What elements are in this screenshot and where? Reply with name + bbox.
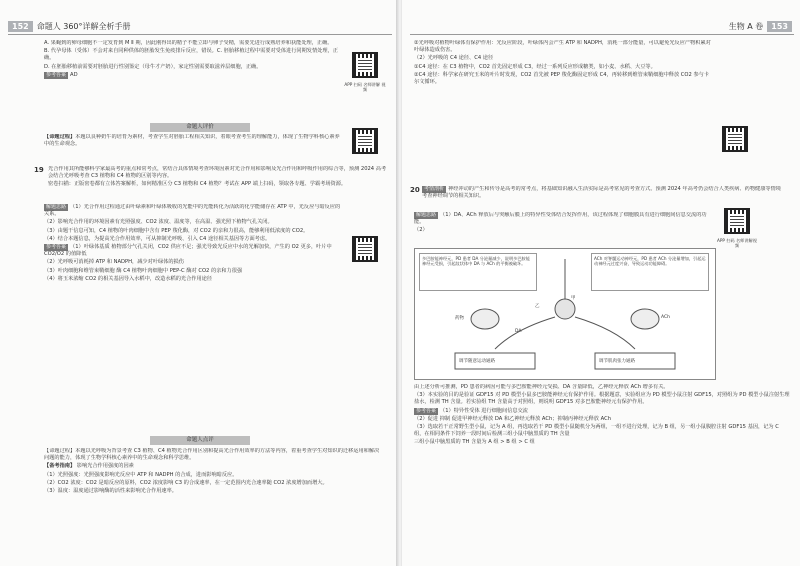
q19-intro: [48, 166, 388, 196]
answer-label: 参考答案: [46, 71, 67, 78]
left-page-number: 152: [8, 21, 33, 32]
neuron-body: [555, 299, 575, 319]
synapse-left: [471, 309, 499, 329]
qr-code-icon[interactable]: [352, 128, 378, 154]
qr-caption-right: APP 扫码 名师讲解视频: [717, 238, 757, 248]
reveal-2: （2）影响光合作用的环境因素有光照强度、CO2 浓度、温度等，在高温、强光照下植物气孔关闭。: [44, 219, 273, 226]
reveal-4: （4）结合本题信息，为提高光合作用效率，可从抑制光呼吸、引入 C4 途径相关基因等方面考虑。: [44, 235, 271, 242]
summary-banner: 命题人点评: [150, 436, 250, 445]
right-header-title: 生物 A 卷: [728, 22, 764, 31]
answer-4: （4）将玉米浓缩 CO2 的相关基因导入水稻中，改造水稻的光合作用途径: [44, 275, 213, 282]
question-20-number: 20: [410, 186, 420, 194]
backup-3: （3）温度：温度通过影响酶的活性来影响光合作用速率。: [44, 488, 177, 495]
right-page-number: 153: [767, 21, 792, 32]
backup-2: （2）CO2 浓度：CO2 是暗反应的原料，CO2 浓度影响 C3 的合成速率，在一定范围内光合速率随 CO2 浓度增加而增大。: [44, 479, 328, 486]
diagram-box-b: ACh 对脊髓运动神经元，PD 患者 ACh 分泌量增加，引起运动神经元过度兴奋，导致运动功能障碍。: [591, 253, 709, 291]
qr-caption: APP 扫码 名师讲解 视频: [344, 82, 386, 92]
option-d: D. 在胚胎移植前需要对胚胎进行性别鉴定（母牛才产奶），家定性别需要取滋养层细胞，正确。: [44, 63, 262, 70]
label-right-pathway: 调节肌肉张力通路: [599, 359, 635, 364]
option-a: A. 果蝇到的卵母细胞不一定发育到 M Ⅱ 期，因此刚得出的精子不能立即与卵子受精，需要先进行成熟培养和获能处理，正确。: [44, 40, 333, 46]
q19-text: 光合作用其所能够科学家最高考的重点和常考点，常结合具体情境考查环境因素对光合作用和影响及光合作用和呼吸作用的综合等，预测 2024 高考会结合光呼吸考查 C3 植物和 C4 植物的区别等内容。: [48, 166, 387, 180]
synapse-diagram: [414, 248, 716, 380]
answer-2: （2）光呼吸可消耗掉 ATP 和 NADPH，减少对叶绿体的损伤: [44, 259, 184, 266]
top-2: （2）光呼吸的 C4 途径、C4 途径: [414, 55, 494, 62]
evaluation-banner: 命题人评价: [150, 123, 250, 132]
top-3: ①C4 途径：在 C3 植物中，CO2 首先固定形成 C3，经过一系列反应形成糖类，如小麦、水稻、大豆等。: [414, 63, 656, 70]
eval-label: 【命题过程】: [44, 134, 76, 140]
synapse-right: [631, 309, 659, 329]
answer-right-4: 三组小鼠中脑黑质的 TH 含量为 A 组 > B 组 > C 组: [414, 439, 535, 446]
label-jia: 甲: [571, 296, 576, 301]
mid-text: 由上述分析可推测，PD 患者的病因可能与多巴胺能神经元受损、DA 含量降低，乙神经元释放 ACh 增多有关。: [414, 384, 669, 390]
q19-extra: 密卷扫描：正版密卷都有立体答案解析，如何精准区分 C3 植物和 C4 植物？考试在 APP 端上扫码，领取各专题、学霸考场资源。: [48, 181, 347, 188]
backup-title: 影响光合作用强度的因素: [76, 463, 134, 470]
label-yi: 乙: [535, 304, 540, 309]
branch-right: [575, 317, 635, 349]
reveal-block-right: [414, 212, 714, 236]
answer-label-right: 参考答案: [416, 407, 437, 414]
options-block: [44, 40, 344, 130]
answer-heading: 参考答案: [46, 244, 67, 251]
right-header: [725, 20, 792, 33]
question-19-number: 19: [34, 166, 44, 174]
reveal-1: （1）光合作用过程通过由叶绿素和叶绿体吸收的光能中的光能转化为活跃的化学能储存在 ATP 中，光反应与暗反应的关系。: [44, 204, 341, 218]
answer-right-2: （2）促进 抑制 促进甲神经元释放 DA 和乙神经元释放 ACh；抑制丙神经元释放 ACh: [414, 415, 612, 422]
answer-value: AD: [70, 71, 78, 78]
answer-3: （3）叶肉细胞和维管束鞘细胞 酶 C4 植物叶肉细胞中 PEP-C 酶对 CO2 的亲和力很强: [44, 267, 243, 274]
reveal-block: [44, 204, 344, 354]
label-da: DA: [515, 329, 522, 334]
q20-intro: [422, 186, 782, 210]
answer-right-3: （3）选取若干正常野生型小鼠，记为 A 组，再选取若干 PD 模型小鼠随机分为两组，一组不进行处理，记为 B 组，另一组小鼠腹腔注射 GDF15 基因，记为 C 组，在相同条件下饲养一段时间后检测三组小鼠中脑黑质的 TH 含量: [414, 424, 779, 438]
left-header: [8, 20, 131, 33]
bottom-block: [414, 384, 790, 560]
reveal-3: （3）由题干信息可知，C4 植物的叶肉细胞中含有 PEP 羧化酶，对 CO2 的亲和力很高，能够利用低浓度的 CO2。: [44, 227, 309, 234]
label-ach: ACh: [661, 315, 670, 320]
top-1: ②光呼吸对植物叶绿体有保护作用：光反应阶段，叶绿体内会产生 ATP 和 NADPH，消耗一部分能量，可以避免光反应产物积累对叶绿体造成伤害。: [414, 40, 711, 54]
right-header-rule: [410, 34, 794, 35]
summary-block: [44, 448, 384, 558]
backup-1: （1）光照强度：光照强度影响光反应中 ATP 和 NADPH 的合成，进而影响暗反应。: [44, 471, 238, 478]
option-bc: B. 代孕母体（受体）不会对来自同种供体的胚胎发生免疫排斥反应，错误。C. 胚胎移植过程中需要对受体进行同期发情处理，正确。: [44, 48, 338, 62]
left-header-title: 命题人 360°详解全析手册: [36, 22, 131, 31]
qr-code-icon[interactable]: [722, 126, 748, 152]
top-block: [414, 40, 714, 180]
qr-code-icon[interactable]: [352, 52, 378, 78]
label-left-pathway: 调节随意运动通路: [459, 359, 495, 364]
reveal-label-right: 解题思路: [416, 212, 437, 218]
q20-tag: 考情剖析: [424, 186, 445, 192]
backup-label: 【备考指南】: [44, 463, 76, 470]
reveal-label: 解题思路: [46, 204, 67, 210]
eval-text: 本题以良种奶牛的培育为素材，考查学生对胚胎工程相关知识，着眼考查考生的理解能力，体现了生物学科核心素养中的生命观念。: [44, 134, 340, 148]
mid-text-2: （3）本实验的目的是验证 GDF15 对 PD 模型小鼠多巴胺能神经元有保护作用。根据题意，实验组应为 PD 模型小鼠注射 GDF15，对照组为 PD 模型小鼠注射生理盐水，检测 TH 含量。若实验组 TH 含量高于对照组，则说明 GDF15 对多巴胺能神经元有保护作用。: [414, 392, 790, 406]
q20-text: 神经冲动的产生和传导是高考的常考点，将基础知识融入生活实际是高考常见的考查方式。预测 2024 年高考仍会结合人类疾病、药物健康等情境考查神经调节的相关知识。: [422, 186, 781, 200]
top-4: ②C4 途径：科学家在研究玉米的叶片时发现，CO2 首先被 PEP 羧化酶固定形成 C4，再转移到维管束鞘细胞中释放 CO2 参与卡尔文循环。: [414, 71, 710, 86]
summary-text: 【命题过程】本题以光呼吸为背景考查 C3 植物、C4 植物光合作用区别和提高光合作用效率的方法等内容，着重考查学生对知识的迁移运用和解决问题的能力，体现了生物学科核心素养中的生命观念和科学思维。: [44, 448, 380, 462]
qr-code-icon[interactable]: [724, 208, 750, 234]
branch-left: [495, 317, 555, 349]
left-page: [0, 0, 398, 566]
qr-code-icon[interactable]: [352, 236, 378, 262]
answer-1: （1）叶绿体基质 植物部分气孔关闭，CO2 供应不足；强光导致光反应中水的光解加快，产生的 O2 更多，叶片中 CO2/O2 的值降低: [44, 244, 332, 258]
diagram-box-a: 多巴胺能神经元，PD 患者 DA 分泌量减少，说明多巴胺能神经元受损，引起纹状体中 DA 与 ACh 的平衡被破坏。: [419, 253, 537, 291]
answer-right-1: （1）特异性受体 进行细胞间信息交流: [440, 407, 528, 414]
evaluation-block: [44, 134, 344, 158]
part-2-label: （2）: [414, 227, 428, 234]
label-drug: 药物: [455, 316, 464, 321]
left-header-rule: [8, 34, 392, 35]
right-page: [402, 0, 800, 566]
reveal-text-right: （1）DA、ACh 释放后与突触后膜上的特异性受体结合发挥作用，该过程体现了细胞膜具有进行细胞间信息交流的功能。: [414, 212, 707, 226]
